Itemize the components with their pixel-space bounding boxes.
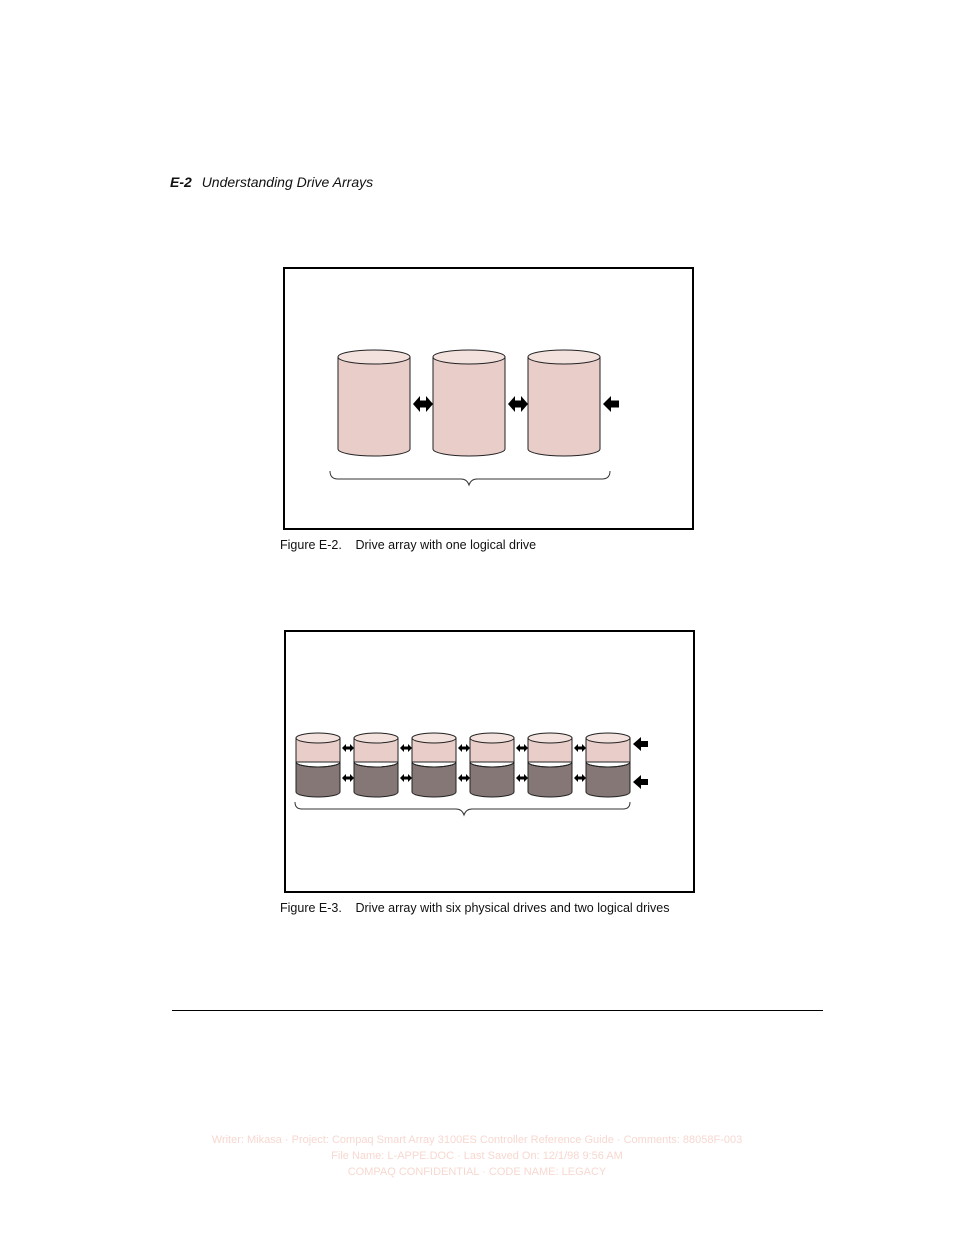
physical-drive-3 [412,733,456,797]
figure-e2-svg [285,269,692,528]
double-arrow-icon [516,774,528,782]
double-arrow-icon [458,744,470,752]
physical-drive-1 [338,350,410,456]
left-arrow-icon [603,396,619,412]
logical-drive-brace [330,471,610,485]
footer-line-1: Writer: Mikasa · Project: Compaq Smart Array 3100ES Controller Reference Guide · Comments: 88058F-003 [211,1134,743,1146]
figure-e2-caption [280,538,536,552]
physical-drive-4 [470,733,514,797]
section-title: Understanding Drive Arrays [201,174,374,190]
double-arrow-icon [458,774,470,782]
double-arrow-icon [574,744,586,752]
figure-caption-text: Drive array with one logical drive [355,538,537,552]
double-arrow-icon [516,744,528,752]
figure-e3-diagram [284,630,695,893]
footer-line-2: File Name: L-APPE.DOC · Last Saved On: 12/1/98 9:56 AM [331,1150,623,1162]
physical-drive-1 [296,733,340,797]
double-arrow-icon [342,774,354,782]
footer-line-3: COMPAQ CONFIDENTIAL · CODE NAME: LEGACY [347,1166,607,1178]
figure-caption-text: Drive array with six physical drives and two logical drives [355,901,670,915]
page-number: E-2 [170,174,192,190]
double-arrow-icon [574,774,586,782]
left-arrow-icon [633,775,648,789]
figure-number: Figure E-3. [280,901,342,915]
array-brace [295,802,630,815]
physical-drive-2 [354,733,398,797]
page-header [170,174,373,190]
figure-e3-svg [286,632,693,891]
double-arrow-icon [400,744,412,752]
left-arrow-icon [633,737,648,751]
figure-number: Figure E-2. [280,538,342,552]
physical-drive-3 [528,350,600,456]
double-arrow-icon [413,396,433,412]
figure-e3-caption [280,901,670,915]
physical-drive-2 [433,350,505,456]
figure-e2-diagram [283,267,694,530]
physical-drive-5 [528,733,572,797]
double-arrow-icon [342,744,354,752]
double-arrow-icon [400,774,412,782]
footer-watermark [200,1132,754,1180]
double-arrow-icon [508,396,528,412]
footer-rule [172,1010,823,1011]
physical-drive-6 [586,733,630,797]
